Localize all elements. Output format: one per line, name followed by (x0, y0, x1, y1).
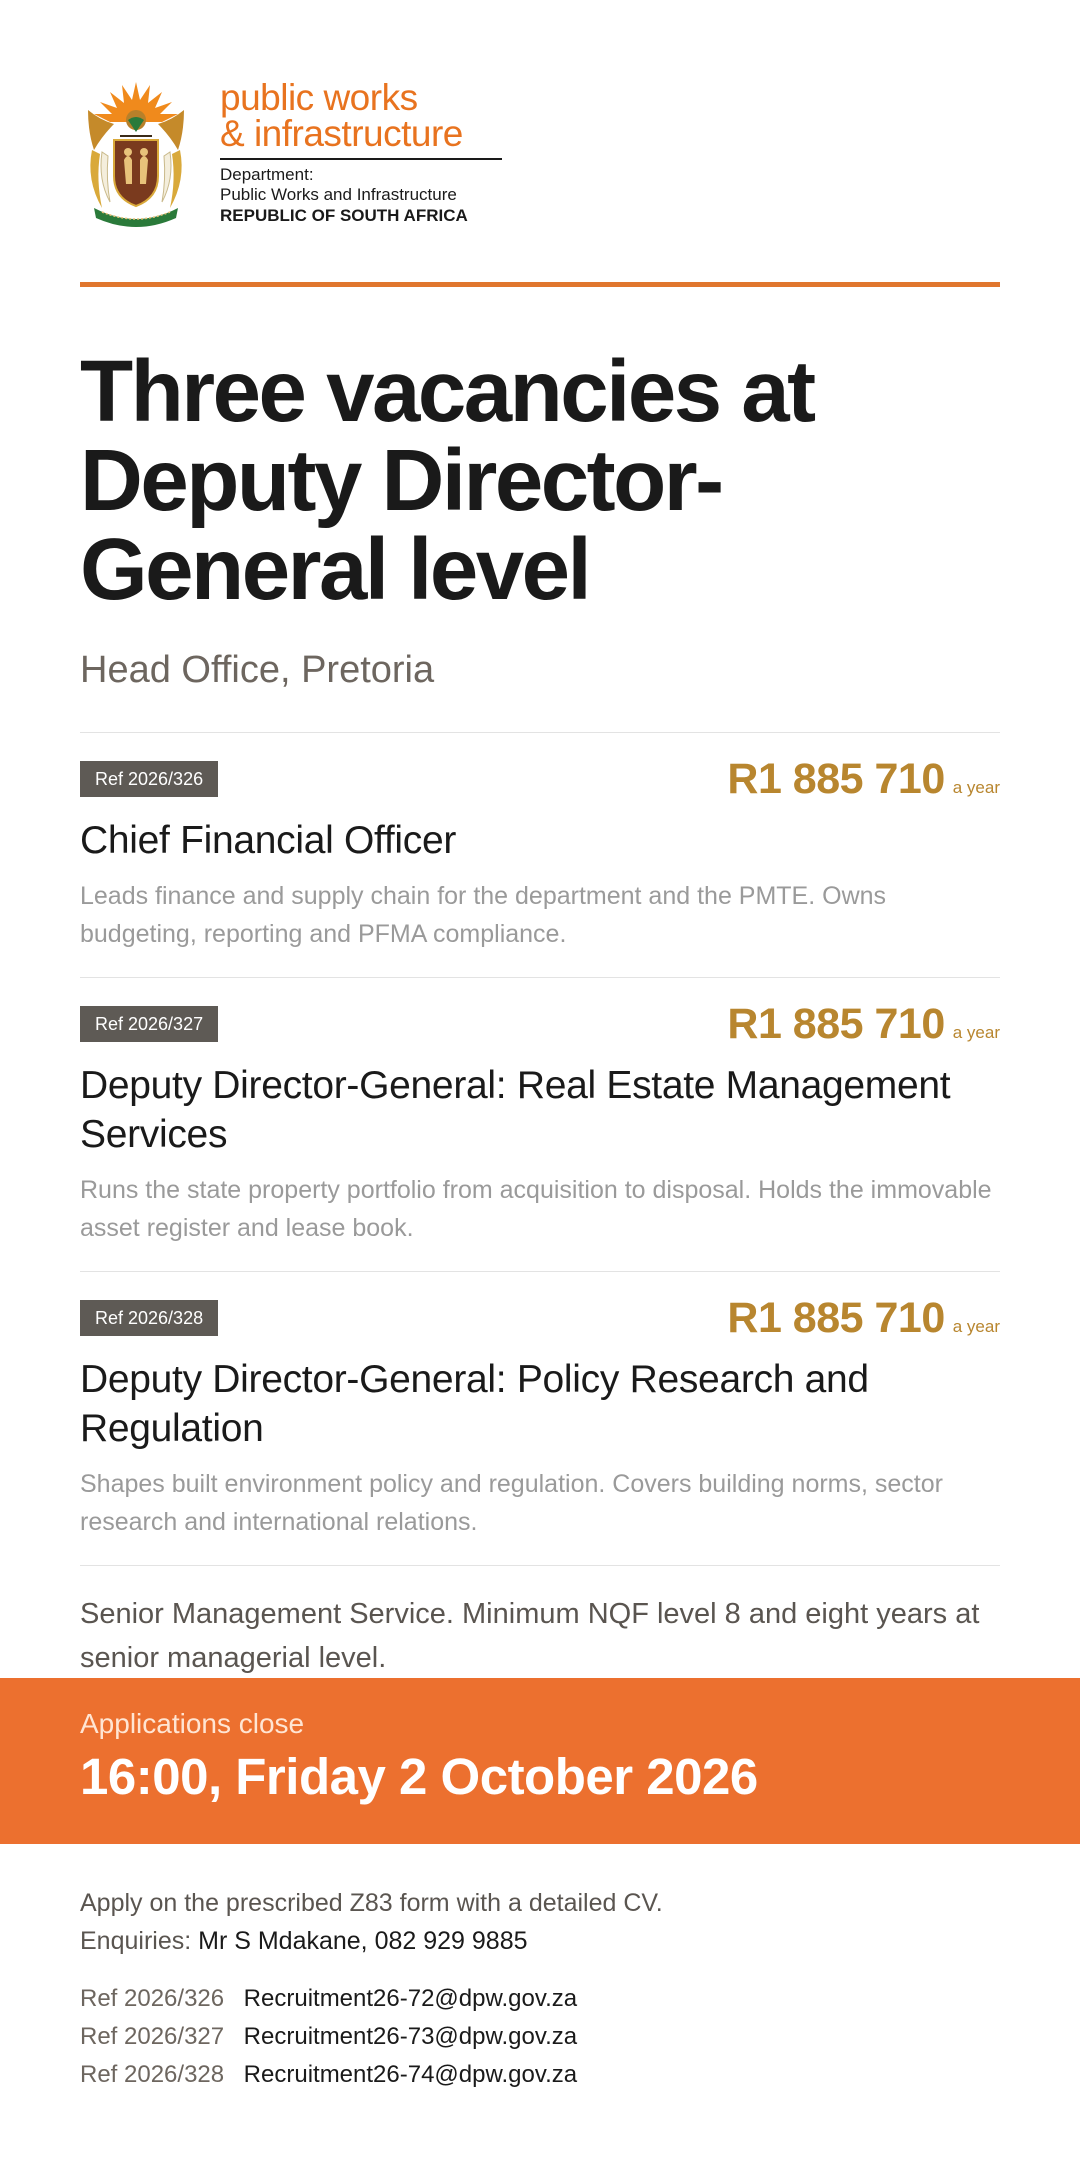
enquiries (80, 1922, 1000, 1960)
job-description: Leads finance and supply chain for the department and the PMTE. Owns budgeting, reporting and PFMA compliance. (80, 882, 887, 948)
enquiries-contact[interactable]: Mr S Mdakane, 082 929 9885 (198, 1927, 528, 1955)
email-row (80, 2018, 1000, 2056)
department-label: Department: (220, 165, 314, 184)
job-description: Shapes built environment policy and regulation. Covers building norms, sector research and international relations. (80, 1470, 943, 1536)
job-listing (80, 978, 1000, 1271)
coat-of-arms-logo (80, 80, 192, 230)
salary-unit: a year (952, 1022, 1000, 1042)
salary (727, 1000, 1000, 1049)
country-name: REPUBLIC OF SOUTH AFRICA (220, 206, 468, 225)
email-link[interactable]: Recruitment26-74@dpw.gov.za (243, 2061, 578, 2088)
apply-instruction: Apply on the prescribed Z83 form with a detailed CV. (80, 1889, 663, 1917)
job-title: Chief Financial Officer (80, 819, 457, 862)
email-ref: Ref 2026/328 (80, 2061, 225, 2088)
salary-amount: R1 885 710 (727, 754, 945, 803)
job-title: Deputy Director-General: Policy Research and Regulation (80, 1358, 869, 1450)
email-link[interactable]: Recruitment26-72@dpw.gov.za (243, 1985, 578, 2012)
salary (727, 755, 1000, 804)
job-listing (80, 1272, 1000, 1565)
ref-badge: Ref 2026/328 (80, 1300, 218, 1336)
email-ref: Ref 2026/326 (80, 1985, 225, 2012)
location: Head Office, Pretoria (80, 649, 435, 691)
department-name: Public Works and Infrastructure (220, 185, 457, 204)
closing-label: Applications close (80, 1708, 305, 1739)
email-link[interactable]: Recruitment26-73@dpw.gov.za (243, 2023, 578, 2050)
brand-line-1: public works (220, 77, 418, 118)
ref-badge: Ref 2026/327 (80, 1006, 218, 1042)
department-wordmark (220, 77, 502, 226)
page-title: Three vacancies at Deputy Director-General level (80, 343, 814, 618)
header-accent-rule (80, 282, 1000, 287)
ref-badge: Ref 2026/326 (80, 761, 218, 797)
salary-amount: R1 885 710 (727, 1293, 945, 1342)
job-title: Deputy Director-General: Real Estate Management Services (80, 1064, 951, 1156)
enquiries-label: Enquiries: (80, 1927, 192, 1955)
salary-unit: a year (952, 1316, 1000, 1336)
email-ref: Ref 2026/327 (80, 2023, 225, 2050)
job-description: Runs the state property portfolio from acquisition to disposal. Holds the immovable asset register and lease book. (80, 1176, 992, 1242)
salary (727, 1294, 1000, 1343)
email-list (80, 1980, 1000, 2094)
closing-date-banner (0, 1678, 1080, 1844)
closing-date: 16:00, Friday 2 October 2026 (80, 1748, 758, 1805)
header (80, 0, 1000, 230)
email-row (80, 2056, 1000, 2094)
salary-amount: R1 885 710 (727, 999, 945, 1048)
email-row (80, 1980, 1000, 2018)
brand-divider (220, 158, 502, 160)
requirements: Senior Management Service. Minimum NQF level 8 and eight years at senior managerial level. (80, 1598, 980, 1674)
brand-line-2: & infrastructure (220, 113, 463, 154)
application-info (0, 1844, 1080, 2094)
job-listing (80, 733, 1000, 977)
salary-unit: a year (952, 777, 1000, 797)
